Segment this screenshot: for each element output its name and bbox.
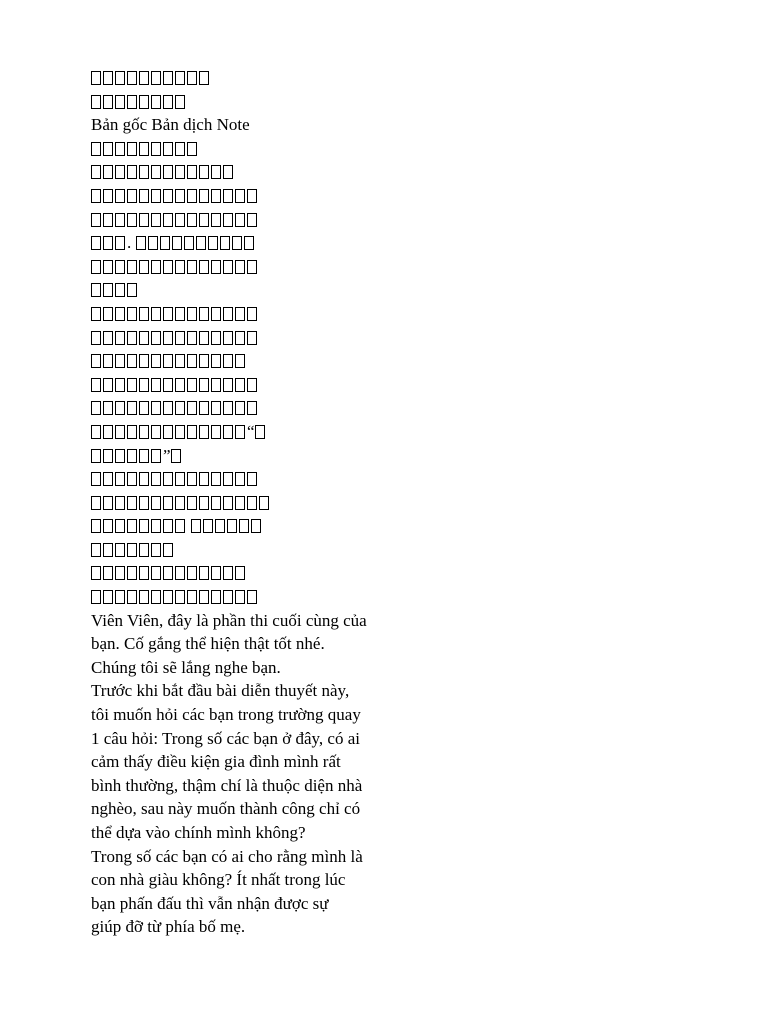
document-page: [91, 66, 421, 939]
document-line: con nhà giàu không? Ít nhất trong lúc: [91, 870, 346, 890]
document-line: [91, 349, 421, 373]
document-line: [91, 373, 421, 397]
document-line: [91, 255, 421, 279]
document-line: [91, 491, 421, 515]
document-line: Chúng tôi sẽ lắng nghe bạn.: [91, 657, 281, 677]
document-line: .: [91, 231, 421, 255]
document-line: ”: [91, 444, 421, 468]
document-line: giúp đỡ từ phía bố mẹ.: [91, 917, 246, 937]
document-line: [91, 160, 421, 184]
document-line: [91, 278, 421, 302]
document-line: [91, 90, 421, 114]
document-line: [91, 184, 421, 208]
document-line: Trước khi bắt đầu bài diễn thuyết này,: [91, 681, 350, 701]
document-line: [91, 137, 421, 161]
document-line: “: [91, 420, 421, 444]
document-line: [91, 326, 421, 350]
document-line: thể dựa vào chính mình không?: [91, 823, 306, 842]
document-line: bạn. Cố gắng thể hiện thật tốt nhé.: [91, 634, 325, 654]
document-line: [91, 514, 421, 538]
document-line: [91, 561, 421, 585]
document-line: [91, 396, 421, 420]
document-line: bình thường, thậm chí là thuộc diện nhà: [91, 775, 363, 795]
document-line: nghèo, sau này muốn thành công chỉ có: [91, 799, 361, 819]
document-line: tôi muốn hỏi các bạn trong trường quay: [91, 705, 361, 725]
document-line: [91, 208, 421, 232]
document-line: Trong số các bạn có ai cho rằng mình là: [91, 846, 363, 866]
document-line: [91, 585, 421, 609]
document-line: cảm thấy điều kiện gia đình mình rất: [91, 752, 341, 772]
document-line: [91, 66, 421, 90]
document-line: Bản gốc Bản dịch Note: [91, 115, 250, 135]
document-line: bạn phấn đấu thì vẫn nhận được sự: [91, 893, 329, 913]
document-line: [91, 467, 421, 491]
document-line: Viên Viên, đây là phần thi cuối cùng của: [91, 610, 367, 630]
document-line: 1 câu hỏi: Trong số các bạn ở đây, có ai: [91, 728, 360, 748]
document-line: [91, 538, 421, 562]
document-line: [91, 302, 421, 326]
